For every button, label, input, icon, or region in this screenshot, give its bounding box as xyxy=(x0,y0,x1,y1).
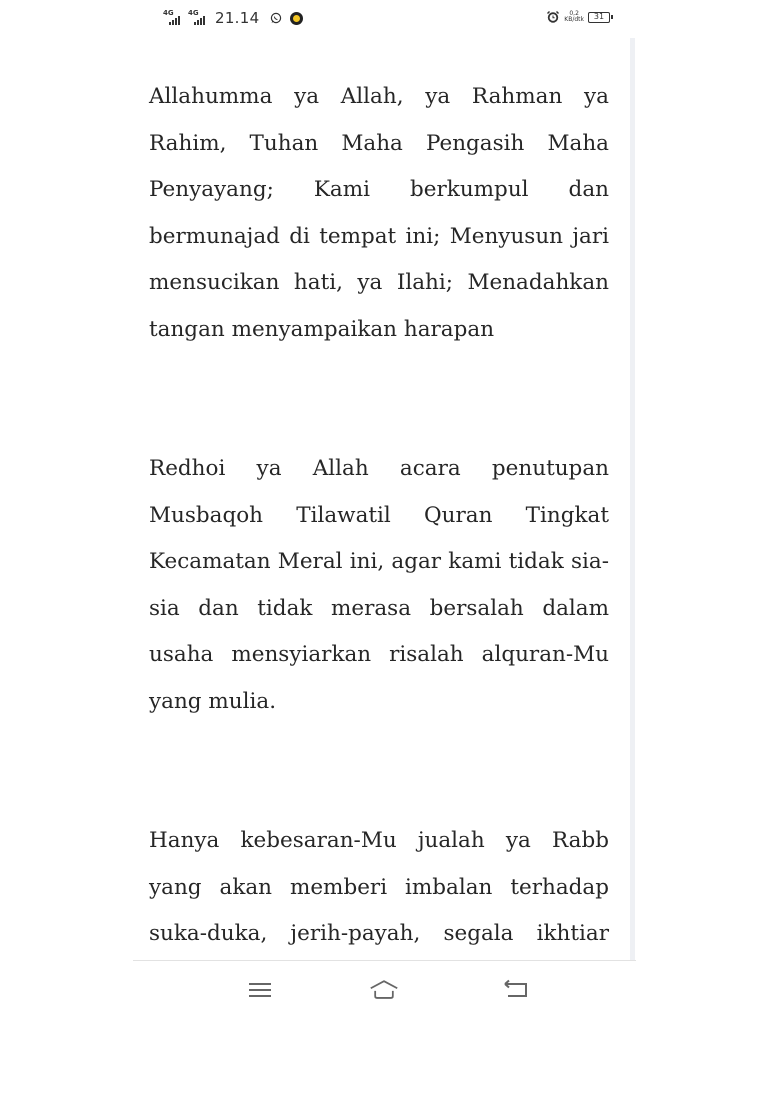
status-right xyxy=(546,10,610,24)
status-bar xyxy=(133,0,636,38)
phone-screen xyxy=(133,0,636,1024)
network-type-label-2: 4G xyxy=(188,9,199,17)
network-type-label: 4G xyxy=(163,9,174,17)
back-icon xyxy=(502,979,530,1001)
network-speed xyxy=(564,11,584,23)
whatsapp-icon xyxy=(270,12,282,24)
notification-app-icon xyxy=(290,12,303,25)
speed-value: 0,2 xyxy=(569,10,579,17)
navigation-bar xyxy=(133,960,636,1025)
signal-icon xyxy=(163,11,185,25)
battery-icon xyxy=(588,12,610,23)
clock: 21.14 xyxy=(215,9,260,27)
back-button[interactable] xyxy=(501,975,531,1005)
home-button[interactable] xyxy=(369,975,399,1005)
scrollbar[interactable] xyxy=(630,38,635,960)
battery-level: 31 xyxy=(593,11,605,21)
paragraph: Hanya kebesaran-Mu jualah ya Rabb yang akan memberi imbalan terhadap suka-duka, jerih-payah, segala ikhtiar xyxy=(149,828,609,946)
home-icon xyxy=(369,977,399,1003)
paragraph: Redhoi ya Allah acara penutupan Musbaqoh Tilawatil Quran Tingkat Kecamatan Meral ini, agar kami tidak sia-sia dan tidak merasa bersalah dalam usaha mensyiarkan risalah alquran-Mu yang mulia. xyxy=(149,456,609,714)
speed-unit: KB/dtk xyxy=(564,16,584,23)
menu-button[interactable] xyxy=(245,975,275,1005)
article-body xyxy=(149,74,609,1097)
paragraph: Allahumma ya Allah, ya Rahman ya Rahim, Tuhan Maha Pengasih Maha Penyayang; Kami berkumpul dan bermunajad di tempat ini; Menyusun jari mensucikan hati, ya Ilahi; Menadahkan tangan menyampaikan harapan xyxy=(149,84,609,342)
alarm-icon xyxy=(546,10,560,24)
status-left xyxy=(163,9,303,27)
menu-icon xyxy=(247,980,273,1000)
signal-icon-2 xyxy=(188,11,210,25)
